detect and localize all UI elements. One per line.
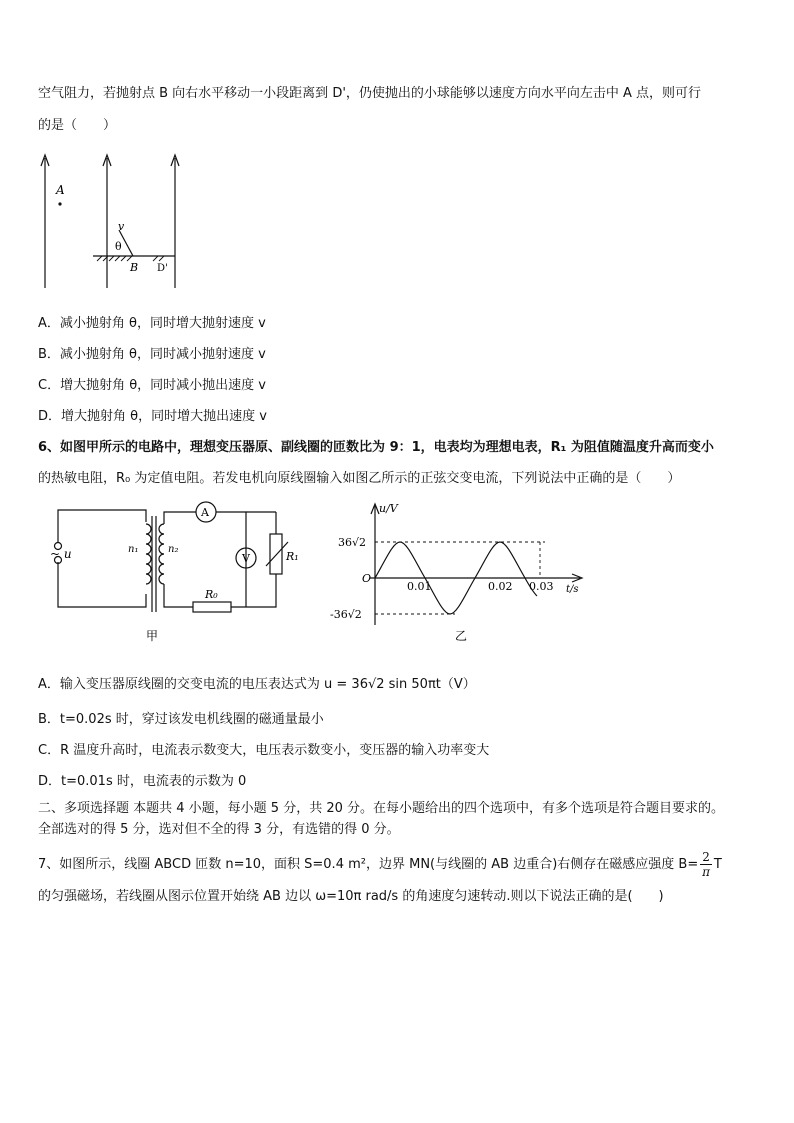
ammeter-label: A (201, 506, 209, 519)
r1-label: R₁ (286, 550, 299, 563)
n1-label: n₁ (128, 544, 139, 555)
r0-label: R₀ (205, 588, 218, 601)
sine-graph (330, 500, 590, 643)
q6-option-c: C．R 温度升高时，电流表示数变大，电压表示数变小，变压器的输入功率变大 (38, 743, 490, 758)
q7-text-line2: 的匀强磁场，若线圈从图示位置开始绕 AB 边以 ω=10π rad/s 的角速度匀速转动.则以下说法正确的是( ) (38, 889, 664, 904)
tick-001: 0.01 (407, 580, 432, 593)
fraction-numerator: 2 (702, 850, 710, 864)
q5-option-b: B．减小抛射角 θ，同时减小抛射速度 v (38, 347, 266, 362)
label-b: B (130, 261, 139, 274)
section-heading-line1: 二、多项选择题 本题共 4 小题，每小题 5 分，共 20 分。在每小题给出的四个选项中，有多个选项是符合题目要求的。 (38, 801, 725, 816)
q5-text-line1: 空气阻力，若抛射点 B 向右水平移动一小段距离到 D'，仍使抛出的小球能够以速度方向水平向左击中 A 点，则可行 (38, 86, 702, 101)
y-max-label: 36√2 (338, 536, 367, 549)
projectile-figure (35, 150, 195, 290)
fraction (700, 850, 712, 879)
circuit-caption: 甲 (146, 629, 159, 643)
q6-option-a: A．输入变压器原线圈的交变电流的电压表达式为 u = 36√2 sin 50πt（V） (38, 677, 476, 692)
section-heading-line2: 全部选对的得 5 分，选对但不全的得 3 分，有选错的得 0 分。 (38, 822, 400, 837)
voltmeter-label: V (242, 552, 250, 565)
circuit-diagram (48, 502, 308, 642)
q6-text-line1: 6、如图甲所示的电路中，理想变压器原、副线圈的匝数比为 9：1，电表均为理想电表，R₁ 为阻值随温度升高而变小 (38, 440, 714, 455)
fraction-denominator: π (702, 865, 710, 879)
label-v: v (118, 220, 125, 233)
q5-option-a: A．减小抛射角 θ，同时增大抛射速度 v (38, 316, 266, 331)
q5-option-c: C．增大抛射角 θ，同时减小抛出速度 v (38, 378, 266, 393)
origin-label: O (362, 572, 372, 585)
label-a: A (56, 183, 65, 197)
n2-label: n₂ (168, 544, 179, 555)
tick-003: 0.03 (529, 580, 554, 593)
q6-option-d: D．t=0.01s 时，电流表的示数为 0 (38, 774, 247, 789)
q7-text-line1 (38, 850, 722, 879)
q6-option-b: B．t=0.02s 时，穿过该发电机线圈的磁通量最小 (38, 712, 324, 727)
q5-option-d: D．增大抛射角 θ，同时增大抛出速度 v (38, 409, 267, 424)
q7-text: 7、如图所示，线圈 ABCD 匝数 n=10，面积 S=0.4 m²，边界 MN(与线圈的 AB 边重合)右侧存在磁感应强度 B= (38, 857, 699, 872)
q7-unit: T (713, 857, 722, 872)
source-label: ~ u (50, 547, 72, 561)
label-theta: θ (115, 240, 122, 253)
q5-text-line2: 的是（ ） (38, 118, 117, 133)
q6-text-line2: 的热敏电阻，R₀ 为定值电阻。若发电机向原线圈输入如图乙所示的正弦交变电流，下列说法中正确的是（ ） (38, 471, 681, 486)
y-min-label: -36√2 (330, 608, 362, 621)
graph-caption: 乙 (455, 629, 468, 643)
x-axis-label: t/s (566, 584, 579, 595)
label-d: D' (157, 263, 168, 274)
tick-002: 0.02 (488, 580, 513, 593)
y-axis-label: u/V (379, 502, 398, 515)
